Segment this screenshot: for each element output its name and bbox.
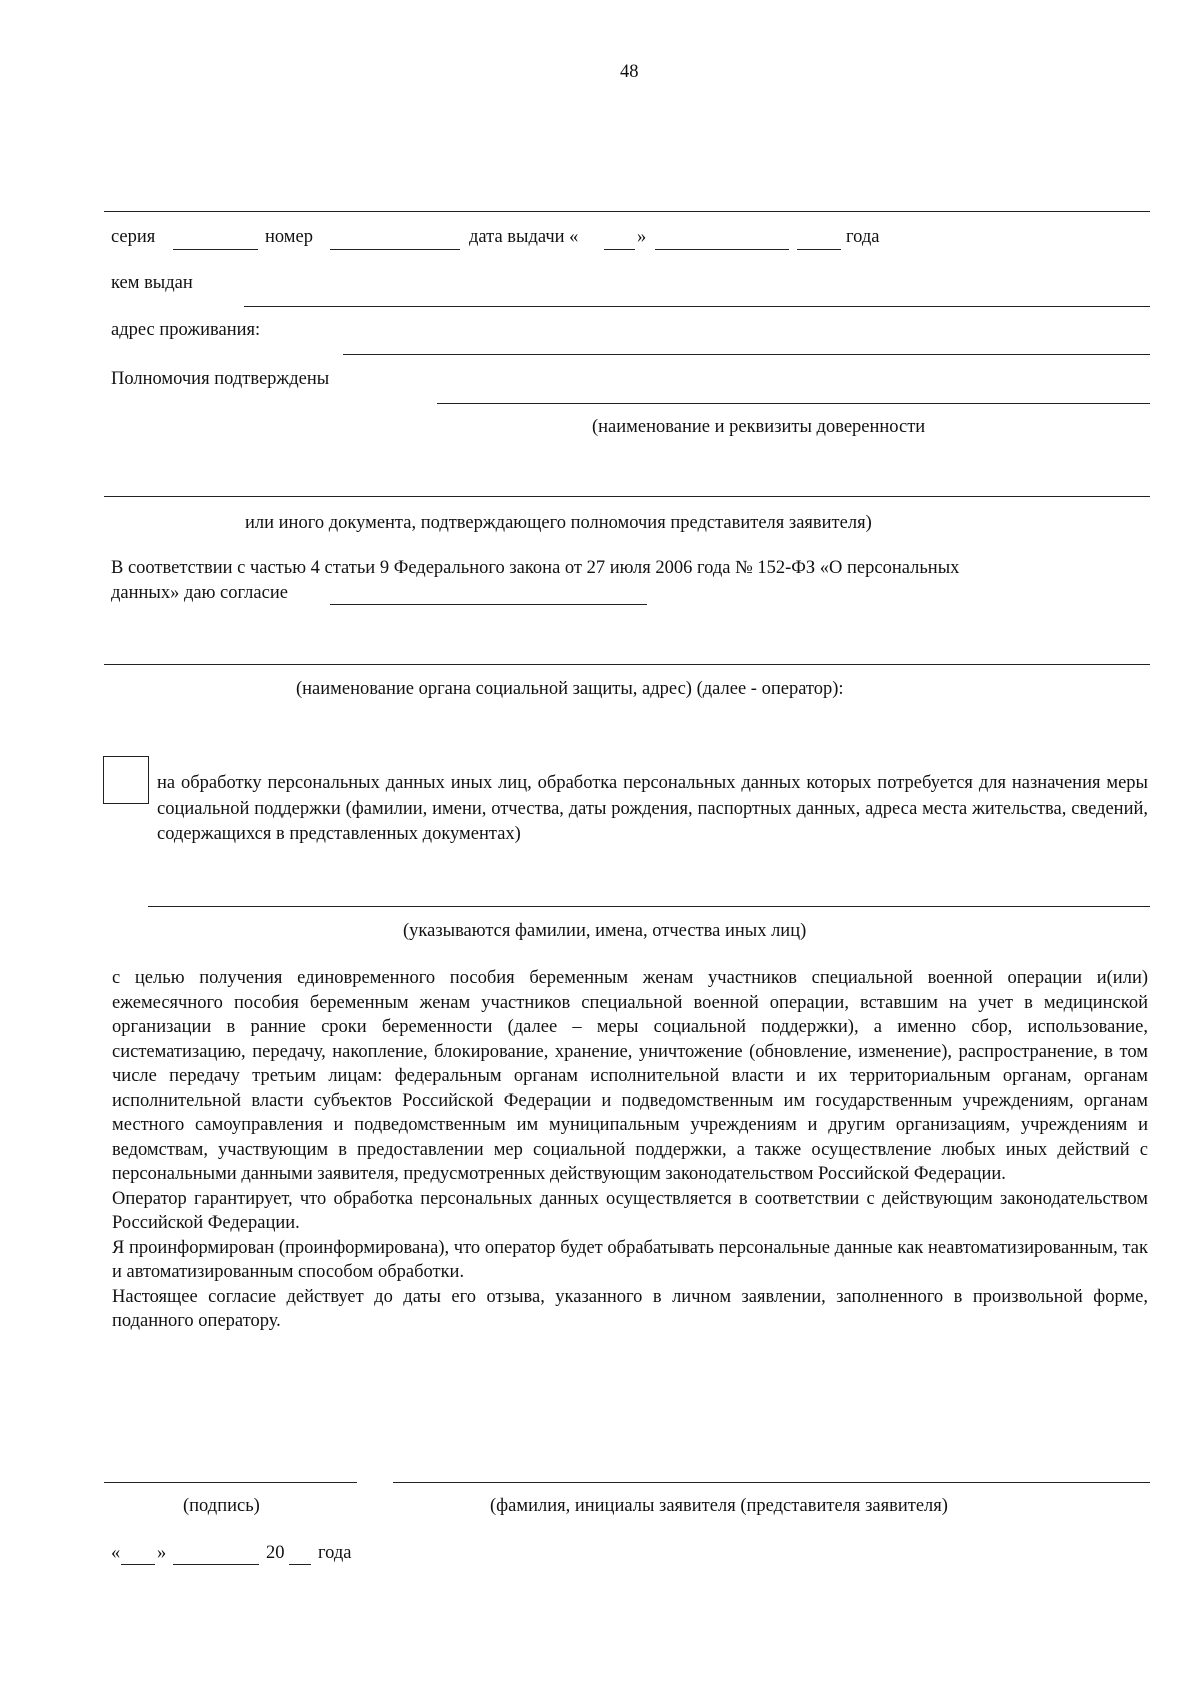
series-field[interactable] xyxy=(173,249,258,250)
date-open-quote: « xyxy=(111,1543,121,1563)
number-field[interactable] xyxy=(330,249,460,250)
address-label: адрес проживания: xyxy=(111,320,261,340)
caption-other-persons: (указываются фамилии, имена, отчества иных лиц) xyxy=(403,921,807,941)
date-year-label: года xyxy=(318,1543,352,1563)
signature-year-field[interactable] xyxy=(289,1564,311,1565)
consent-body xyxy=(112,966,1148,1334)
authority-field-continued[interactable] xyxy=(104,496,1150,497)
issue-date-quote-close: » xyxy=(637,227,647,247)
page-number: 48 xyxy=(620,62,639,82)
date-close-quote: » xyxy=(157,1543,167,1563)
full-name-field[interactable] xyxy=(393,1482,1150,1483)
consent-line-2: данных» даю согласие xyxy=(111,583,288,603)
caption-power-of-attorney: (наименование и реквизиты доверенности xyxy=(592,417,926,437)
caption-operator: (наименование органа социальной защиты, адрес) (далее - оператор): xyxy=(296,679,844,699)
checkbox-text: на обработку персональных данных иных лиц, обработка персональных данных которых потребуется для назначения меры социальной поддержки (фамилии, имени, отчества, даты рождения, паспортных данных, адреса места жительства, сведений, содержащихся в представленных документах) xyxy=(157,773,1148,844)
caption-other-document: или иного документа, подтверждающего полномочия представителя заявителя) xyxy=(245,513,872,533)
issue-date-label: дата выдачи « xyxy=(469,227,579,247)
issue-year-field[interactable] xyxy=(797,249,841,250)
body-paragraph-purpose: с целью получения единовременного пособия беременным женам участников специальной военной операции и(или) ежемесячного пособия беременным женам участников специальной военной операции, вставшим на учет в медицинской организации в ранние сроки беременности (далее – меры социальной поддержки), а именно сбор, использование, систематизацию, передачу, накопление, блокирование, хранение, уничтожение (обновление, изменение), распространение, в том числе передачу третьим лицам: федеральным органам исполнительной власти и их территориальным органам, органам исполнительной власти субъектов Российской Федерации и подведомственным им государственным учреждениям, органам местного самоуправления и подведомственным им муниципальным учреждениям и другим организациям, учреждениям и ведомствам, участвующим в предоставлении мер социальной поддержки, а также осуществление любых иных действий с персональными данными заявителя, предусмотренных действующим законодательством Российской Федерации. xyxy=(112,968,1148,1184)
consent-recipient-field[interactable] xyxy=(330,604,647,605)
issue-month-field[interactable] xyxy=(655,249,789,250)
consent-line-1: В соответствии с частью 4 статьи 9 Федерального закона от 27 июля 2006 года № 152-ФЗ «О персональных xyxy=(111,558,960,578)
caption-signature: (подпись) xyxy=(183,1496,260,1516)
address-field[interactable] xyxy=(343,354,1150,355)
issued-by-field[interactable] xyxy=(244,306,1150,307)
body-paragraph-guarantee: Оператор гарантирует, что обработка персональных данных осуществляется в соответствии с действующим законодательством Российской Федерации. xyxy=(112,1188,1148,1233)
other-persons-field[interactable] xyxy=(148,906,1150,907)
series-label: серия xyxy=(111,227,156,247)
top-rule xyxy=(104,211,1150,212)
authority-field[interactable] xyxy=(437,403,1150,404)
caption-full-name: (фамилия, инициалы заявителя (представителя заявителя) xyxy=(490,1496,948,1516)
date-century: 20 xyxy=(266,1543,285,1563)
signature-field[interactable] xyxy=(104,1482,357,1483)
body-paragraph-validity: Настоящее согласие действует до даты его отзыва, указанного в личном заявлении, заполненного в произвольной форме, поданного оператору. xyxy=(112,1286,1148,1331)
number-label: номер xyxy=(265,227,313,247)
signature-month-field[interactable] xyxy=(173,1564,259,1565)
operator-field[interactable] xyxy=(104,664,1150,665)
year-label: года xyxy=(846,227,880,247)
issue-day-field[interactable] xyxy=(604,249,635,250)
signature-day-field[interactable] xyxy=(121,1564,155,1565)
other-persons-checkbox[interactable] xyxy=(103,756,149,804)
body-paragraph-informed: Я проинформирован (проинформирована), что оператор будет обрабатывать персональные данные как неавтоматизированным, так и автоматизированным способом обработки. xyxy=(112,1237,1148,1282)
authority-label: Полномочия подтверждены xyxy=(111,369,330,389)
issued-by-label: кем выдан xyxy=(111,273,193,293)
